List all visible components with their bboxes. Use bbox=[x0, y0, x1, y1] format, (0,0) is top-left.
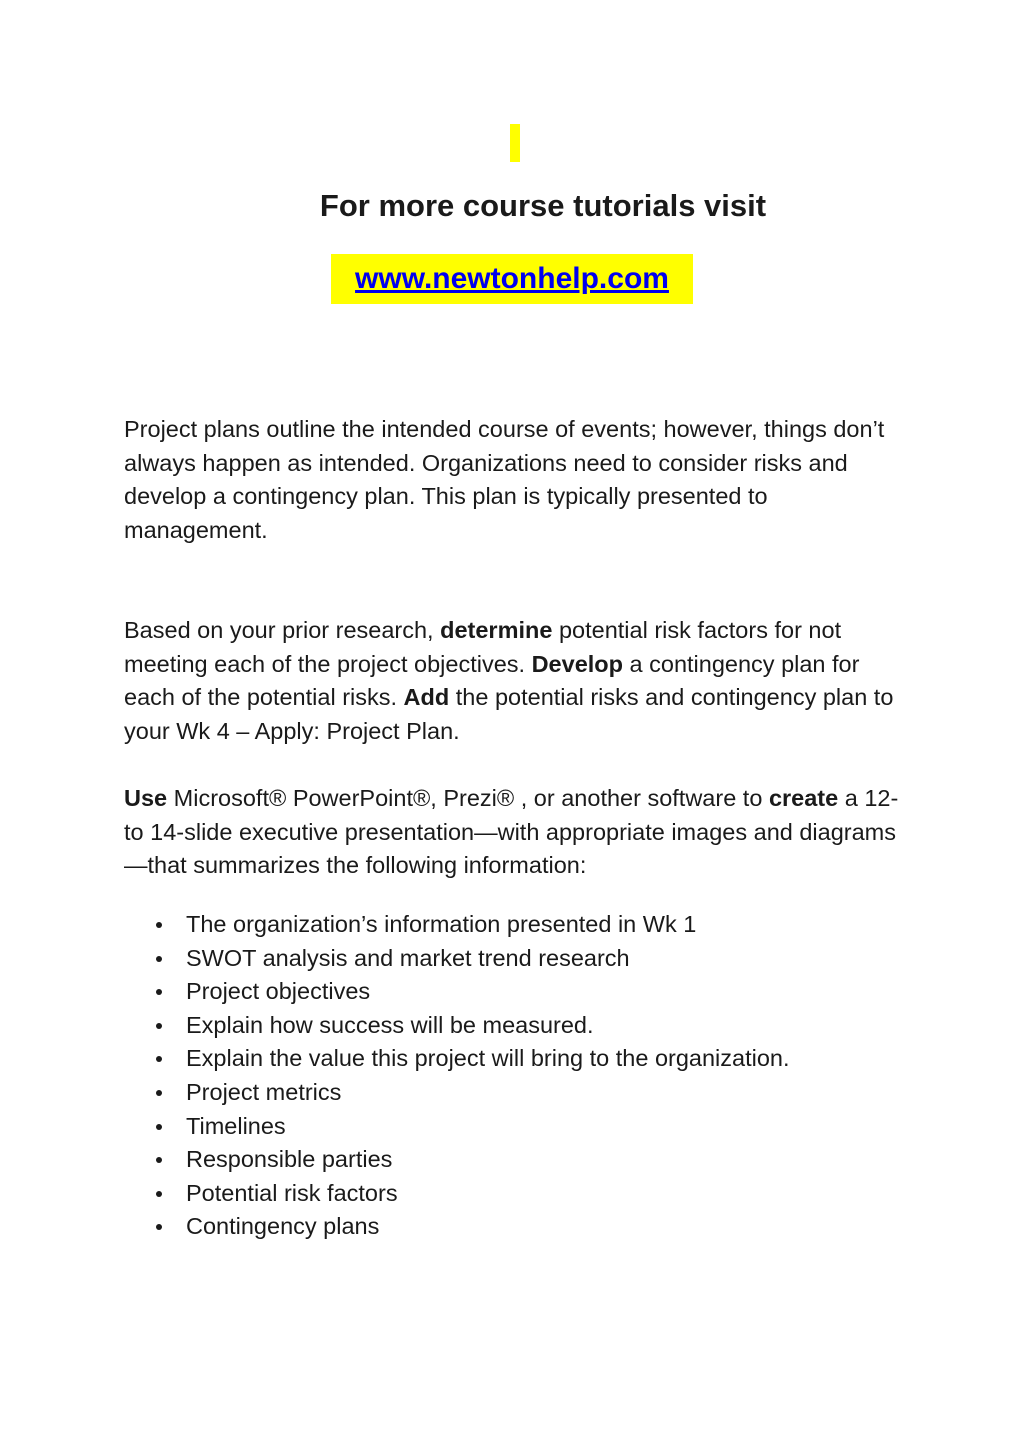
instructions-paragraph bbox=[124, 614, 914, 748]
list-item-text: Project objectives bbox=[186, 978, 371, 1005]
bullet-icon bbox=[156, 922, 162, 928]
list-item bbox=[124, 942, 914, 976]
bullet-icon bbox=[156, 956, 162, 962]
list-item-text: Timelines bbox=[186, 1112, 286, 1139]
list-item-text: The organization’s information presented in Wk 1 bbox=[186, 911, 697, 937]
bold-create: create bbox=[768, 785, 839, 811]
bold-add: Add bbox=[403, 684, 450, 711]
list-item-text: Explain how success will be measured. bbox=[186, 1011, 594, 1038]
bullet-icon bbox=[156, 989, 162, 995]
website-link[interactable]: www.newtonhelp.com bbox=[355, 262, 669, 295]
list-item bbox=[124, 1042, 914, 1076]
highlight-mark bbox=[510, 124, 520, 162]
bullet-icon bbox=[156, 1191, 162, 1197]
list-item bbox=[124, 1110, 914, 1144]
list-item-text: Contingency plans bbox=[186, 1213, 380, 1240]
bullet-icon bbox=[156, 1124, 162, 1130]
bold-use: Use bbox=[124, 785, 168, 811]
list-item bbox=[124, 908, 914, 942]
text-span: the potential risks and contingency plan to your Wk 4 – Apply: Project Plan. bbox=[124, 684, 894, 744]
list-item bbox=[124, 1076, 914, 1110]
bullet-icon bbox=[156, 1157, 162, 1163]
intro-paragraph: Project plans outline the intended course of events; however, things don’t always happen as intended. Organizations need to consider risks and develop a contingency plan. This plan is typically presented to management. bbox=[124, 416, 885, 543]
bold-develop: Develop bbox=[531, 650, 623, 677]
presentation-paragraph bbox=[124, 782, 914, 883]
summary-list bbox=[124, 908, 914, 1244]
bullet-icon bbox=[156, 1023, 162, 1029]
text-span: Microsoft® PowerPoint®, Prezi® , or another software to bbox=[167, 785, 769, 811]
list-item-text: SWOT analysis and market trend research bbox=[186, 944, 630, 971]
bullet-icon bbox=[156, 1090, 162, 1096]
list-item bbox=[124, 1210, 914, 1244]
text-span: Based on your prior research, bbox=[124, 617, 441, 643]
text-span: potential risk factors for not meeting each of the project objectives. bbox=[124, 617, 842, 677]
page-heading: For more course tutorials visit bbox=[319, 188, 767, 223]
bullet-icon bbox=[156, 1224, 162, 1230]
list-item-text: Project metrics bbox=[186, 1078, 342, 1105]
list-item-text: Responsible parties bbox=[186, 1146, 393, 1173]
list-item bbox=[124, 1009, 914, 1043]
list-item-text: Potential risk factors bbox=[186, 1179, 398, 1206]
list-item bbox=[124, 1177, 914, 1211]
list-item bbox=[124, 975, 914, 1009]
bullet-icon bbox=[156, 1056, 162, 1062]
bold-determine: determine bbox=[440, 617, 553, 643]
link-highlight bbox=[331, 254, 693, 304]
list-item-text: Explain the value this project will bring to the organization. bbox=[186, 1045, 790, 1072]
text-span: a 12- to 14-slide executive presentation—with appropriate images and diagrams—that summarizes the following information: bbox=[124, 785, 899, 879]
list-item bbox=[124, 1143, 914, 1177]
text-span: a contingency plan for each of the potential risks. bbox=[124, 650, 860, 711]
